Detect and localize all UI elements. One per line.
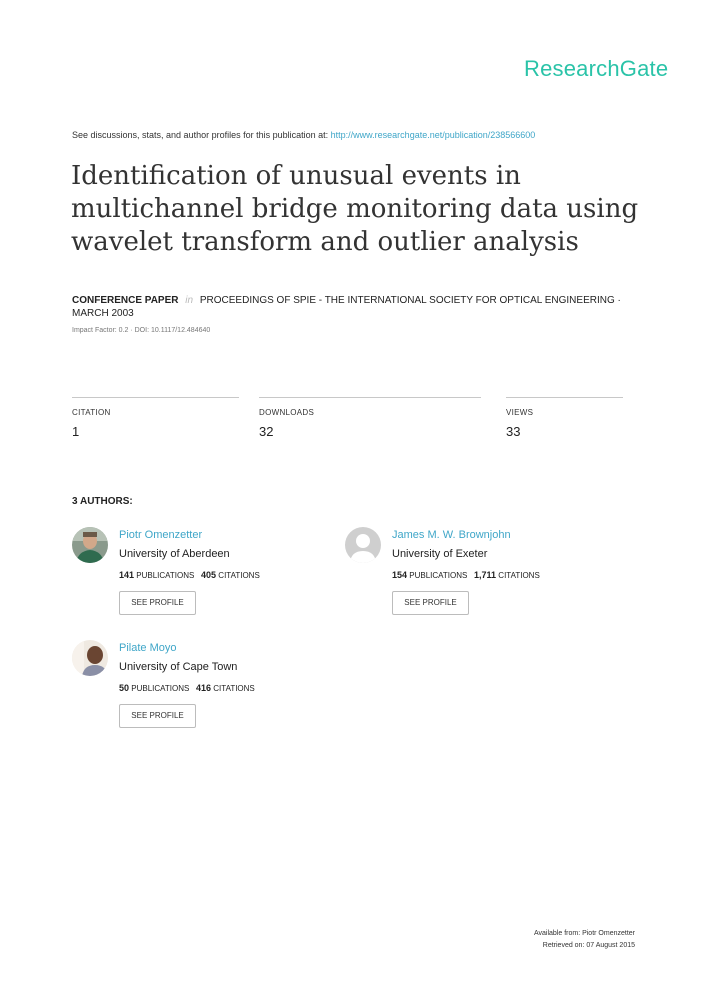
publications-label: PUBLICATIONS xyxy=(136,571,195,580)
author-card xyxy=(72,640,332,732)
discussion-text: See discussions, stats, and author profiles for this publication at: xyxy=(72,130,329,140)
citations-label: CITATIONS xyxy=(218,571,260,580)
author-card xyxy=(72,527,332,619)
see-profile-button[interactable]: SEE PROFILE xyxy=(119,704,196,728)
footer-info xyxy=(534,928,635,952)
see-profile-button[interactable]: SEE PROFILE xyxy=(119,591,196,615)
author-stats xyxy=(119,683,255,693)
publication-venue: PROCEEDINGS OF SPIE - THE INTERNATIONAL SOCIETY FOR OPTICAL ENGINEERING · xyxy=(199,295,621,306)
citations-count: 1,711 xyxy=(474,570,497,580)
available-from: Available from: Piotr Omenzetter xyxy=(533,930,635,937)
in-label: in xyxy=(185,295,194,306)
author-name-link[interactable]: Pilate Moyo xyxy=(119,642,177,654)
discussion-line xyxy=(72,130,535,140)
see-profile-button[interactable]: SEE PROFILE xyxy=(392,591,469,615)
citations-label: CITATIONS xyxy=(498,571,540,580)
researchgate-logo[interactable]: ResearchGate xyxy=(524,56,669,81)
publications-count: 141 xyxy=(119,570,135,580)
publication-url-link[interactable]: http://www.researchgate.net/publication/238566600 xyxy=(330,130,536,140)
title-line: multichannel bridge monitoring data using xyxy=(71,194,639,224)
author-avatar-placeholder-icon[interactable] xyxy=(345,527,381,563)
title-line: wavelet transform and outlier analysis xyxy=(71,227,579,257)
author-name-link[interactable]: James M. W. Brownjohn xyxy=(392,529,511,541)
publications-count: 154 xyxy=(392,570,408,580)
stat-label: VIEWS xyxy=(506,408,534,417)
stat-views xyxy=(506,397,623,439)
author-affiliation: University of Aberdeen xyxy=(119,548,230,560)
stat-value: 32 xyxy=(259,424,274,439)
publications-count: 50 xyxy=(119,683,130,693)
stat-label: DOWNLOADS xyxy=(259,408,315,417)
author-affiliation: University of Cape Town xyxy=(119,661,238,673)
publications-label: PUBLICATIONS xyxy=(409,571,468,580)
stat-label: CITATION xyxy=(72,408,111,417)
author-card xyxy=(345,527,605,619)
author-name-link[interactable]: Piotr Omenzetter xyxy=(119,529,203,541)
impact-doi: Impact Factor: 0.2 · DOI: 10.1117/12.484640 xyxy=(72,327,211,334)
publication-type-line xyxy=(72,295,621,306)
stat-value: 1 xyxy=(72,424,80,439)
author-stats xyxy=(119,570,260,580)
publications-label: PUBLICATIONS xyxy=(131,684,190,693)
stat-downloads xyxy=(259,397,481,439)
author-affiliation: University of Exeter xyxy=(392,548,488,560)
stat-citation xyxy=(72,397,239,439)
page-title xyxy=(71,160,651,259)
retrieved-on: Retrieved on: 07 August 2015 xyxy=(542,942,635,949)
author-avatar[interactable] xyxy=(72,640,108,676)
author-avatar[interactable] xyxy=(72,527,108,563)
title-line: Identification of unusual events in xyxy=(71,161,521,191)
citations-count: 405 xyxy=(201,570,217,580)
citations-count: 416 xyxy=(196,683,212,693)
author-stats xyxy=(392,570,540,580)
publication-type: CONFERENCE PAPER xyxy=(72,295,179,306)
publication-date: MARCH 2003 xyxy=(72,308,134,319)
citations-label: CITATIONS xyxy=(213,684,255,693)
stat-value: 33 xyxy=(506,424,521,439)
authors-heading: 3 AUTHORS: xyxy=(72,496,133,507)
